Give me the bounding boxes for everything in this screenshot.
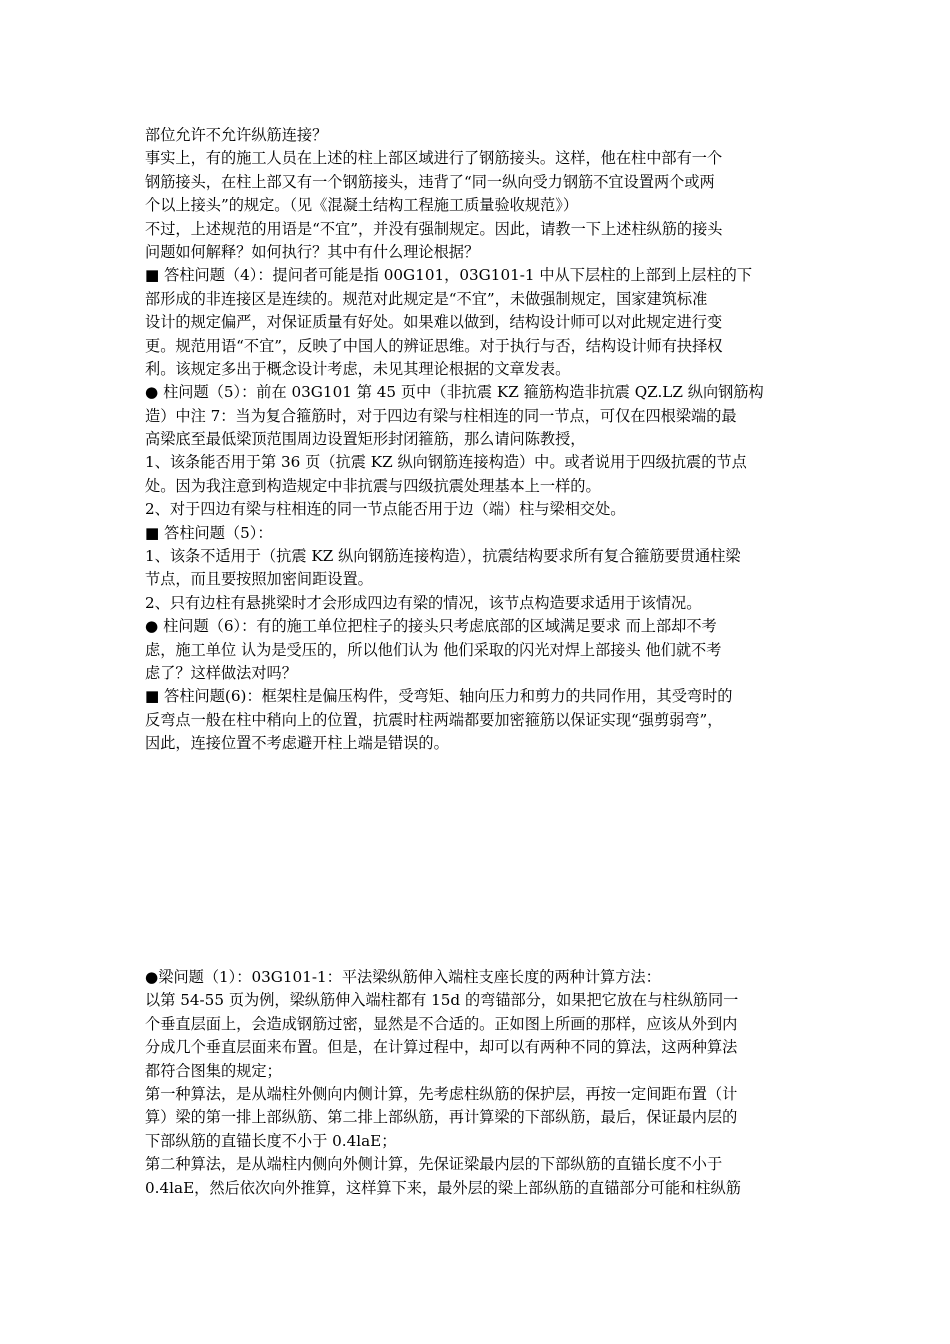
text-line: 都符合图集的规定；	[145, 1061, 282, 1080]
text-line: 事实上，有的施工人员在上述的柱上部区域进行了钢筋接头。这样，他在柱中部有一个	[145, 149, 723, 168]
section-beam-questions	[145, 966, 815, 1200]
section-column-questions	[145, 124, 815, 756]
text-line: 个垂直层面上，会造成钢筋过密，显然是不合适的。正如图上所画的那样，应该从外到内	[145, 1014, 738, 1033]
text-line: 1、该条能否用于第 36 页（抗震 KZ 纵向钢筋连接构造）中。或者说用于四级抗震的节点	[145, 453, 747, 472]
answer-4-line: ■ 答柱问题（4）：提问者可能是指 00G101，03G101-1 中从下层柱的上部到上层柱的下	[145, 266, 753, 285]
text-line: 1、该条不适用于（抗震 KZ 纵向钢筋连接构造），抗震结构要求所有复合箍筋要贯通柱梁	[145, 547, 741, 566]
text-line: 更。规范用语“不宜”，反映了中国人的辨证思维。对于执行与否，结构设计师有抉择权	[145, 336, 723, 355]
text-line: 部位允许不允许纵筋连接？	[145, 126, 328, 144]
text-line: 处。因为我注意到构造规定中非抗震与四级抗震处理基本上一样的。	[145, 476, 601, 495]
text-line: 问题如何解释？如何执行？其中有什么理论根据？	[145, 242, 480, 261]
text-line: 造）中注 7：当为复合箍筋时，对于四边有梁与柱相连的同一节点，可仅在四根梁端的最	[145, 406, 737, 425]
text-line: 2、对于四边有梁与柱相连的同一节点能否用于边（端）柱与梁相交处。	[145, 500, 626, 519]
beam-question-1-line: ●梁问题（1）：03G101-1：平法梁纵筋伸入端柱支座长度的两种计算方法：	[145, 968, 661, 986]
answer-6-line: ■ 答柱问题(6)：框架柱是偏压构件，受弯矩、轴向压力和剪力的共同作用，其受弯时的	[145, 687, 733, 706]
text-line: 反弯点一般在柱中稍向上的位置，抗震时柱两端都要加密箍筋以保证实现“强剪弱弯”，	[145, 710, 723, 729]
text-line: 节点，而且要按照加密间距设置。	[145, 570, 373, 589]
text-line: 0.4laE，然后依次向外推算，这样算下来，最外层的梁上部纵筋的直锚部分可能和柱纵筋	[145, 1178, 741, 1197]
text-line: 下部纵筋的直锚长度不小于 0.4laE；	[145, 1131, 397, 1150]
text-line: 算）梁的第一排上部纵筋、第二排上部纵筋，再计算梁的下部纵筋，最后，保证最内层的	[145, 1108, 738, 1127]
text-line: 虑，施工单位 认为是受压的，所以他们认为 他们采取的闪光对焊上部接头 他们就不考	[145, 640, 722, 659]
text-line: 个以上接头”的规定。（见《混凝土结构工程施工质量验收规范》）	[145, 196, 579, 215]
question-6-line: ● 柱问题（6）：有的施工单位把柱子的接头只考虑底部的区域满足要求 而上部却不考	[145, 617, 717, 636]
answer-5-line: ■ 答柱问题（5）：	[145, 523, 273, 542]
text-line: 以第 54-55 页为例，梁纵筋伸入端柱都有 15d 的弯锚部分，如果把它放在与柱纵筋同一	[145, 991, 739, 1010]
question-5-line: ● 柱问题（5）：前在 03G101 第 45 页中（非抗震 KZ 箍筋构造非抗震 QZ.LZ 纵向钢筋构	[145, 383, 764, 402]
text-line: 高梁底至最低梁顶范围周边设置矩形封闭箍筋，那么请问陈教授，	[145, 430, 586, 449]
text-line: 不过，上述规范的用语是“不宜”，并没有强制规定。因此，请教一下上述柱纵筋的接头	[145, 219, 723, 238]
text-line: 虑了？这样做法对吗？	[145, 663, 297, 682]
text-line: 第二种算法，是从端柱内侧向外侧计算，先保证梁最内层的下部纵筋的直锚长度不小于	[145, 1155, 723, 1174]
text-line: 2、只有边柱有悬挑梁时才会形成四边有梁的情况，该节点构造要求适用于该情况。	[145, 593, 702, 612]
text-line: 钢筋接头，在柱上部又有一个钢筋接头，违背了“同一纵向受力钢筋不宜设置两个或两	[145, 172, 715, 191]
text-line: 第一种算法，是从端柱外侧向内侧计算，先考虑柱纵筋的保护层，再按一定间距布置（计	[145, 1084, 738, 1103]
text-line: 利。该规定多出于概念设计考虑，未见其理论根据的文章发表。	[145, 359, 571, 378]
text-line: 部形成的非连接区是连续的。规范对此规定是“不宜”，未做强制规定，国家建筑标准	[145, 289, 708, 308]
text-line: 分成几个垂直层面来布置。但是，在计算过程中，却可以有两种不同的算法，这两种算法	[145, 1038, 738, 1057]
text-line: 设计的规定偏严，对保证质量有好处。如果难以做到，结构设计师可以对此规定进行变	[145, 313, 723, 332]
text-line: 因此，连接位置不考虑避开柱上端是错误的。	[145, 734, 449, 753]
